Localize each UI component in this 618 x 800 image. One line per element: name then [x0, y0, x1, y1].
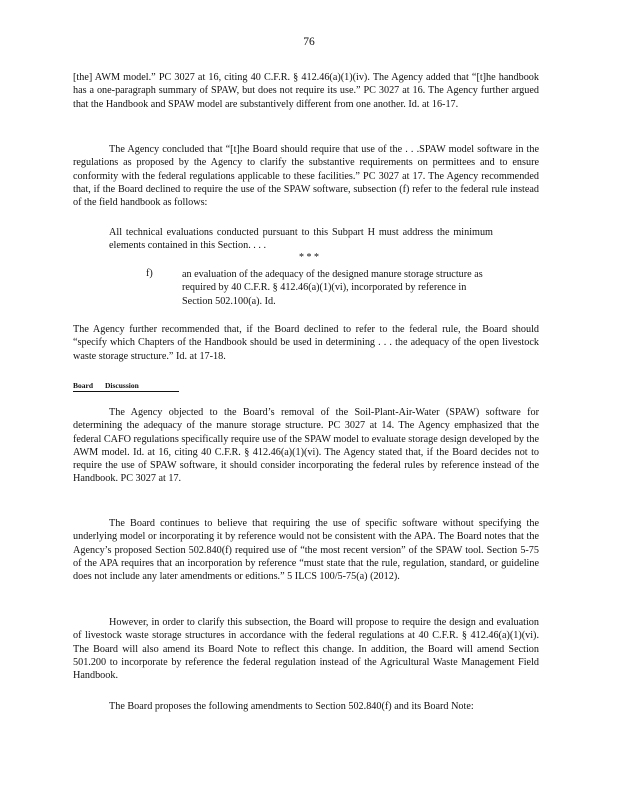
paragraph-7: The Board proposes the following amendments to Section 502.840(f) and its Board Note: [109, 701, 474, 712]
paragraph-5: The Board continues to believe that requiring the use of specific software without specifying the underlying model or incorporating it by reference would not be consistent with the APA. The Board notes that the Agency’s proposed Section 502.840(f) required use of “the most recent version” of the SPAW tool. Section 5-75 of the APA requires that an incorporation by reference “must state that the rule, regulation, standard, or guideline does not include any later amendments or editions.” 5 ILCS 100/5-75(a) (2012). [73, 518, 539, 583]
section-heading-word-2: Discussion [105, 381, 139, 390]
list-item-text: an evaluation of the adequacy of the designed manure storage structure as required by 40 C.F.R. § 412.46(a)(1)(vi), incorporated by reference in Section 502.100(a). Id. [182, 269, 483, 307]
paragraph-1: [the] AWM model.” PC 3027 at 16, citing 40 C.F.R. § 412.46(a)(1)(iv). The Agency added that “[t]he handbook has a one-paragraph summary of SPAW, but does not require its use.” PC 3027 at 16. The Agency further argued that the Handbook and SPAW model are substantively different from one another. Id. at 16-17. [73, 72, 539, 110]
paragraph-3: The Agency further recommended that, if the Board declined to refer to the federal rule, the Board should “specify which Chapters of the Handbook should be used in determining . . . the adequacy of the open livestock waste storage structure.” Id. at 17-18. [73, 324, 539, 362]
section-break-stars: * * * [299, 252, 319, 263]
section-heading-word-1: Board [73, 381, 94, 390]
paragraph-4: The Agency objected to the Board’s removal of the Soil-Plant-Air-Water (SPAW) software for determining the adequacy of the manure storage structure. PC 3027 at 14. The Agency emphasized that the federal CAFO regulations specifically require use of the SPAW model to evaluate storage design developed by the AWM model. Id. at 16, citing 40 C.F.R. § 412.46(a)(1)(vi). The Agency stated that, if the Board decides not to require the use of SPAW software, it should consider incorporating the federal rules by reference instead of the Handbook. PC 3027 at 17. [73, 407, 539, 485]
paragraph-2: The Agency concluded that “[t]he Board should require that use of the . . .SPAW model software in the regulations as proposed by the Agency to clarify the substantive requirements on permittees and to ensure conformity with the federal regulations applicable to these facilities.” PC 3027 at 17. The Agency recommended that, if the Board declined to require the use of the SPAW software, subsection (f) refer to the federal rule instead of the field handbook as follows: [73, 144, 539, 209]
list-item-label: f) [146, 268, 153, 279]
section-heading [73, 381, 179, 392]
paragraph-6: However, in order to clarify this subsection, the Board will propose to require the design and evaluation of livestock waste storage structures in accordance with the federal regulations at 40 C.F.R. § 412.46(a)(1)(vi). The Board will also amend its Board Note to reflect this change. In addition, the Board will amend Section 501.200 to incorporate by reference the federal regulation instead of the Agricultural Waste Management Field Handbook. [73, 617, 539, 682]
block-quote-intro: All technical evaluations conducted pursuant to this Subpart H must address the minimum elements contained in this Section. . . . [109, 227, 493, 252]
page-number: 76 [303, 36, 315, 48]
